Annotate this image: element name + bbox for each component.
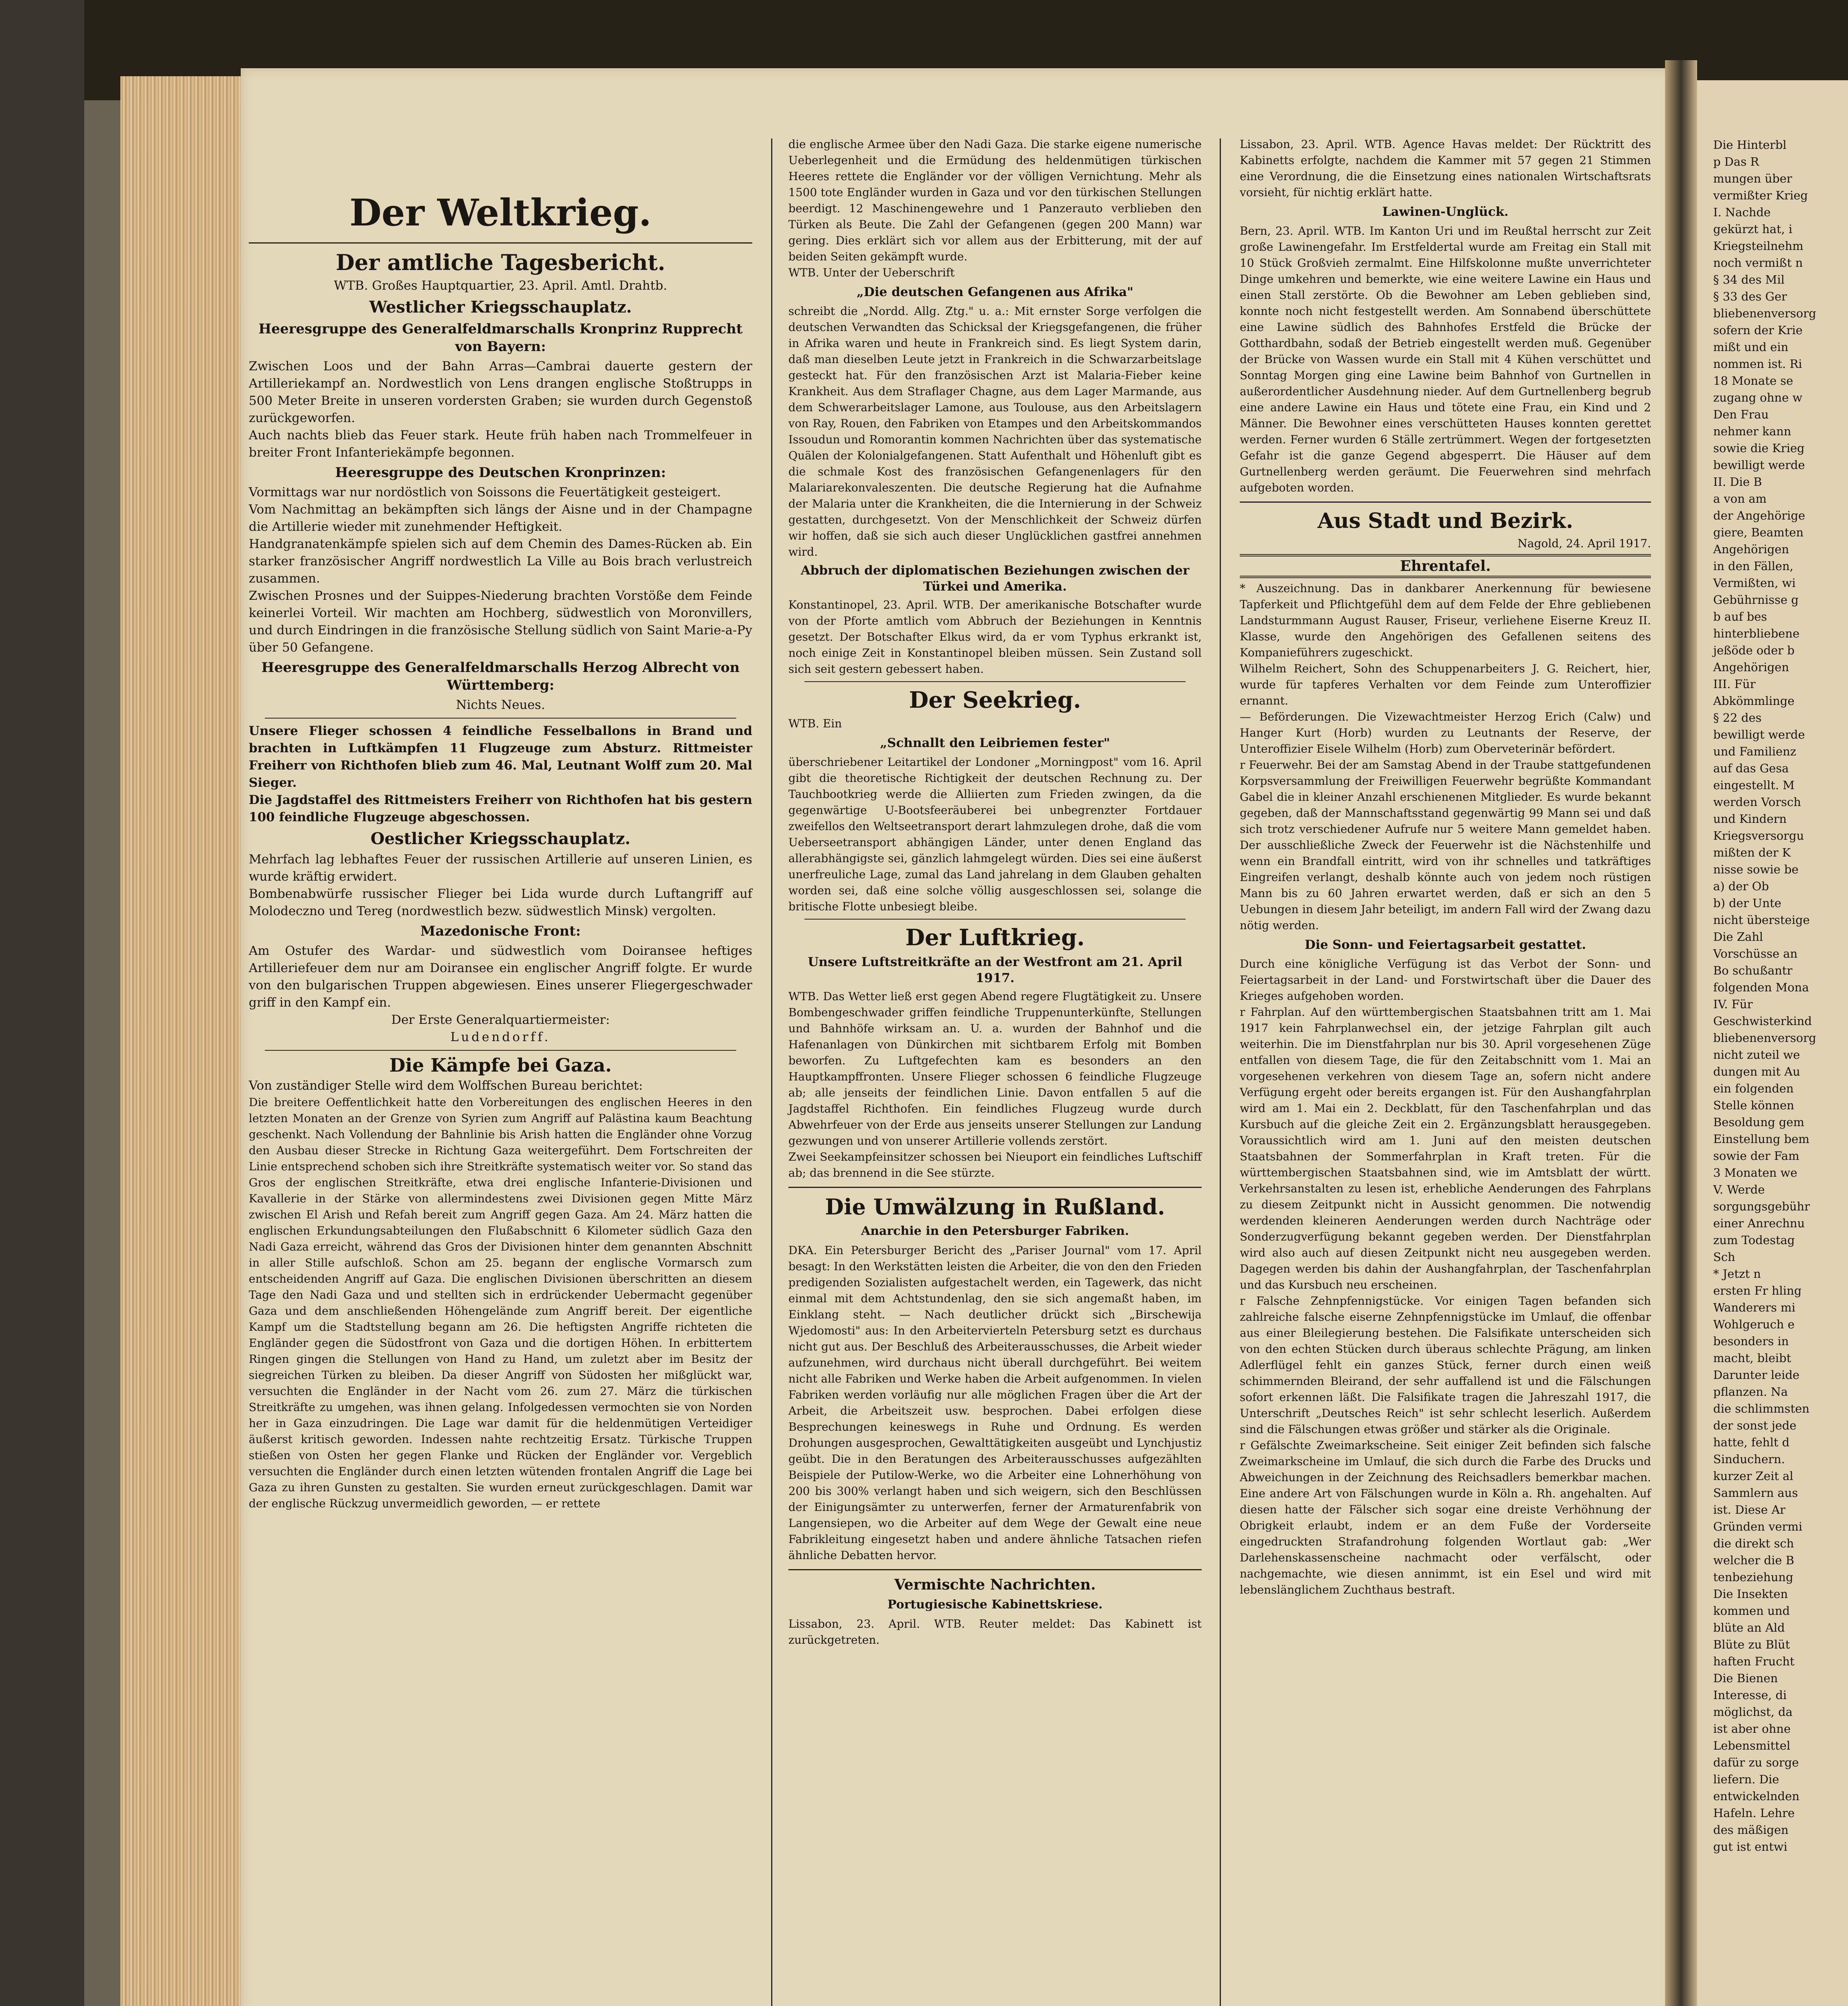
- book-cover-edge: [0, 0, 84, 2006]
- signature-name: Ludendorff.: [450, 1030, 551, 1044]
- adjacent-page-line: mißten der K: [1713, 846, 1791, 859]
- adjacent-page-line: nisse sowie be: [1713, 863, 1799, 876]
- headline-luftkrieg: Der Luftkrieg.: [905, 924, 1085, 951]
- paragraph: die englische Armee über den Nadi Gaza. Die starke eigene numerische Ueberlegenheit und die Ermüdung des heldenmütigen türkischen Heeres rettete die Engländer vor der völligen Vernichtung. Mehr als 1500 tote Engländer wurden in Gaza und vor den türkischen Stellungen beerdigt. 12 Maschinengewehre und 1 Panzerauto verblieben den Türken als Beute. Die Zahl der Gefangenen (gegen 200 Mann) war gering. Dies erklärt sich vor allem aus der Erbitterung, mit der auf beiden Seiten gekämpft wurde.: [788, 138, 1202, 263]
- adjacent-page-line: Interesse, di: [1713, 1688, 1787, 1702]
- adjacent-page-line: die direkt sch: [1713, 1537, 1794, 1550]
- adjacent-page-line: vermißter Krieg: [1713, 189, 1808, 202]
- paragraph: Zwischen Loos und der Bahn Arras—Cambrai dauerte gestern der Artilleriekampf an. Nordwestlich von Lens drangen englische Stoßtrupps in 500 Meter Breite in unseren vordersten Graben; sie wurden durch Gegenstoß zurückgeworfen.: [249, 359, 752, 425]
- paragraph: Durch eine königliche Verfügung ist das Verbot der Sonn- und Feiertagsarbeit in der Land- und Forstwirtschaft über die Dauer des Krieges aufgehoben worden.: [1240, 957, 1651, 1003]
- paragraph: Mehrfach lag lebhaftes Feuer der russischen Artillerie auf unseren Linien, es wurde kräftig erwidert.: [249, 852, 752, 884]
- adjacent-page-line: der Angehörige: [1713, 509, 1805, 522]
- paragraph: Nichts Neues.: [456, 698, 545, 712]
- adjacent-page-line: nehmer kann: [1713, 424, 1791, 438]
- paragraph: * Auszeichnung. Das in dankbarer Anerkennung für bewiesene Tapferkeit und Pflichtgefühl dem auf dem Felde der Ehre gebliebenen Landsturmmann August Rauser, Friseur, verliehene Eiserne Kreuz II. Klasse, wurde den Angehörigen des Gefallenen seitens des Kompanieführers zugeschickt.: [1240, 582, 1651, 659]
- adjacent-page-line: mißt und ein: [1713, 340, 1789, 354]
- section-west: Westlicher Kriegsschauplatz.: [369, 298, 632, 317]
- adjacent-page-line: macht, bleibt: [1713, 1351, 1791, 1365]
- adjacent-page-line: dungen mit Au: [1713, 1065, 1800, 1078]
- headline-sonntagsarbeit: Die Sonn- und Feiertagsarbeit gestattet.: [1304, 938, 1586, 952]
- adjacent-page-line: V. Werde: [1713, 1183, 1765, 1196]
- paragraph: WTB. Das Wetter ließ erst gegen Abend regere Flugtätigkeit zu. Unsere Bombengeschwader griffen feindliche Truppenunterkünfte, Stellungen und Bahnhöfe wirksam an. U. a. wurden der Bahnhof und die Hafenanlagen von Dünkirchen mit sichtbarem Erfolg mit Bomben beworfen. Zu Luftgefechten kam es besonders an den Hauptkampffronten. Unsere Flieger schossen 6 feindliche Flugzeuge ab; alle jenseits der feindlichen Linie. Davon entfallen 5 auf die Jagdstaffel Richthofen. Ein feindliches Flugzeug wurde durch Abwehrfeuer von der Erde aus jenseits unserer Stellungen zur Landung gezwungen und von unserer Artillerie vollends zerstört.: [788, 990, 1202, 1147]
- headline-gefangene-afrika: „Die deutschen Gefangenen aus Afrika": [857, 285, 1133, 299]
- paragraph: Auch nachts blieb das Feuer stark. Heute früh haben nach Trommelfeuer in breiter Front Infanteriekämpfe begonnen.: [249, 428, 752, 460]
- adjacent-page-line: giere, Beamten: [1713, 526, 1804, 539]
- subheadline-luftkrieg: Unsere Luftstreitkräfte an der Westfront am 21. April 1917.: [808, 955, 1182, 985]
- headline-vermischte: Vermischte Nachrichten.: [894, 1576, 1096, 1593]
- paragraph: r Fahrplan. Auf den württembergischen Staatsbahnen tritt am 1. Mai 1917 kein Fahrplanwechsel ein, der jetzige Fahrplan gilt auch weiterhin. Die im Dienstfahrplan nur bis 30. April vorgesehenen Züge entfallen von diesem Tage, die für den Zeitabschnitt vom 1. Mai an vorgesehenen verkehren von diesem Tage an, sofern nicht andere Verfügung ergeht oder bereits ergangen ist. Für den Aushangfahrplan wird am 1. Mai ein 2. Deckblatt, für den Taschenfahrplan und das Kursbuch auf die gleiche Zeit ein 2. Ergänzungsblatt herausgegeben. Voraussichtlich wird am 1. Juni auf den meisten deutschen Staatsbahnen der Sommerfahrplan in Kraft treten. Für die württembergischen Staatsbahnen sind, wie im Amtsblatt der württ. Verkehrsanstalten zu lesen ist, erhebliche Aenderungen des Fahrplans zu diesem Zeitpunkt nicht in Aussicht genommen. Die notwendig werdenden kleineren Aenderungen werden durch Nachträge oder Sonderzugverfügung bekannt gegeben werden. Der Dienstfahrplan wird also auch auf diesen Zeitpunkt nicht neu ausgegeben werden. Dagegen werden bis dahin der Aushangfahrplan, der Taschenfahrplan und das Kursbuch neu erscheinen.: [1240, 1005, 1651, 1291]
- adjacent-page-line: ersten Fr hling: [1713, 1284, 1802, 1297]
- adjacent-page-line: entwickelnden: [1713, 1789, 1799, 1803]
- adjacent-page-line: die schlimmsten: [1713, 1402, 1809, 1415]
- local-dateline: Nagold, 24. April 1917.: [1517, 537, 1651, 550]
- adjacent-page-line: Abkömmlinge: [1713, 694, 1795, 708]
- adjacent-page-line: möglichst, da: [1713, 1705, 1793, 1719]
- adjacent-page-line: des mäßigen: [1713, 1823, 1789, 1837]
- headline-ehrentafel: Ehrentafel.: [1240, 554, 1651, 578]
- headline-portugal: Portugiesische Kabinettskriese.: [887, 1598, 1103, 1612]
- adjacent-page-line: Die Bienen: [1713, 1671, 1778, 1685]
- paragraph: Lissabon, 23. April. WTB. Agence Havas meldet: Der Rücktritt des Kabinetts erfolgte, nachdem die Kammer mit 57 gegen 21 Stimmen eine Verordnung, die die Einsetzung eines nationalen Wirtschaftsrats vorsieht, für nichtig erklärt hatte.: [1240, 138, 1651, 199]
- adjacent-page-line: Bo schußantr: [1713, 964, 1793, 977]
- adjacent-page: [1697, 80, 1848, 2006]
- adjacent-page-line: Blüte zu Blüt: [1713, 1638, 1790, 1651]
- adjacent-page-line: liefern. Die: [1713, 1773, 1779, 1786]
- signature-title: Der Erste Generalquartiermeister:: [391, 1013, 610, 1027]
- adjacent-page-line: a) der Ob: [1713, 879, 1769, 893]
- adjacent-page-line: jeßöde oder b: [1713, 644, 1795, 657]
- adjacent-page-line: noch vermißt n: [1713, 256, 1803, 270]
- adjacent-page-line: hinterbliebene: [1713, 627, 1800, 640]
- adjacent-page-line: nicht zuteil we: [1713, 1048, 1800, 1062]
- book-gutter: [1665, 60, 1697, 2006]
- adjacent-page-line: Einstellung bem: [1713, 1132, 1809, 1146]
- adjacent-page-line: Die Insekten: [1713, 1587, 1788, 1601]
- headline-weltkrieg: Der Weltkrieg.: [349, 191, 652, 234]
- adjacent-page-line: Hafeln. Lehre: [1713, 1806, 1795, 1820]
- section-macedonia: Mazedonische Front:: [420, 923, 581, 939]
- paragraph-fliers: Unsere Flieger schossen 4 feindliche Fesselballons in Brand und brachten in Luftkämpfen 11 Flugzeuge zum Absturz. Rittmeister Freiherr von Richthofen blieb zum 46. Mal, Leutnant Wolff zum 20. Mal Sieger.: [249, 724, 752, 790]
- adjacent-page-text: [1697, 80, 1848, 1855]
- adjacent-page-line: ist. Diese Ar: [1713, 1503, 1786, 1517]
- paragraph: Zwischen Prosnes und der Suippes-Niederung brachten Vorstöße dem Feinde keinerlei Vorteil. Wir machten am Hochberg, südwestlich von Moronvillers, und durch Eindringen in die französische Stellung südlich von Saint Marie-a-Py über 50 Gefangene.: [249, 589, 752, 655]
- adjacent-page-line: gut ist entwi: [1713, 1840, 1787, 1854]
- adjacent-page-line: Kriegsteilnehm: [1713, 239, 1803, 253]
- adjacent-page-line: * Jetzt n: [1713, 1267, 1761, 1281]
- subheadline-tagesbericht: Der amtliche Tagesbericht.: [335, 250, 666, 275]
- divider: [249, 242, 752, 244]
- adjacent-page-line: Sch: [1713, 1250, 1735, 1264]
- headline-abbruch: Abbruch der diplomatischen Beziehungen zwischen der Türkei und Amerika.: [800, 563, 1190, 594]
- army-group-rupprecht: Heeresgruppe des Generalfeldmarschalls Kronprinz Rupprecht von Bayern:: [258, 321, 743, 355]
- column-1: [241, 136, 762, 2006]
- adjacent-page-line: sorgungsgebühr: [1713, 1200, 1810, 1213]
- divider: [1240, 502, 1651, 503]
- adjacent-page-line: einer Anrechnu: [1713, 1216, 1805, 1230]
- adjacent-page-line: § 22 des: [1713, 711, 1762, 725]
- adjacent-page-line: tenbeziehung: [1713, 1570, 1793, 1584]
- adjacent-page-line: IV. Für: [1713, 997, 1753, 1011]
- adjacent-page-line: Gründen vermi: [1713, 1520, 1803, 1533]
- adjacent-page-line: Vermißten, wi: [1713, 576, 1796, 590]
- paragraph: Handgranatenkämpfe spielen sich auf dem Chemin des Dames-Rücken ab. Ein starker französischer Angriff nordwestlich La Ville au Bois brach verlustreich zusammen.: [249, 537, 752, 586]
- paragraph: r Falsche Zehnpfennigstücke. Vor einigen Tagen befanden sich zahlreiche falsche eiserne Zehnpfennigstücke im Umlauf, die offenbar aus einer Bleilegierung bestehen. Die Falsifikate unterscheiden sich von den echten Stücken durch überaus schlechte Prägung, am linken Adlerflügel fehlt ein ganzes Stück, ferner durch einen weiß schimmernden Bleirand, der sehr auffallend ist und die Fälschungen sofort erkennen läßt. Die Falsifikate tragen die Jahreszahl 1917, die Unterschrift „Deutsches Reich" ist sehr schlecht leserlich. Außerdem sind die Fälschungen etwas größer und stärker als die Originale.: [1240, 1294, 1651, 1436]
- adjacent-page-line: Den Frau: [1713, 408, 1769, 421]
- newspaper-page: [241, 68, 1673, 2006]
- adjacent-page-line: ist aber ohne: [1713, 1722, 1791, 1736]
- paragraph: Lissabon, 23. April. WTB. Reuter meldet: Das Kabinett ist zurückgetreten.: [788, 1617, 1202, 1647]
- paragraph: schreibt die „Nordd. Allg. Ztg." u. a.: Mit ernster Sorge verfolgen die deutschen Verwandten das Schicksal der Kriegsgefangenen, die früher in Afrika waren und heute in Frankreich sind. Es liegt System darin, daß man dieselben Leute jetzt in Frankreich in die Schwarzarbeitslage gesteckt hat. Für den französischen Arzt ist Malaria-Fieber keine Krankheit. Aus dem Straflager Chagne, aus dem Lager Marmande, aus dem Schwerarbeitslager Lamone, aus Toulouse, aus den Arbeitslagern von Ray, Rouen, den Fabriken von Etampes und den Arbeitskommandos Issoudun und Romorantin kommen Nachrichten über das systematische Quälen der Kolonialgefangenen. Statt Aufenthalt und Höhenluft gibt es die schmale Kost des französischen Gefangenenlagers für den Malariarekonvaleszenten. Die deutsche Regierung hat die Aufnahme der Malaria unter die Krankheiten, die die Internierung in der Schweiz gestatten, durchgesetzt. Von der Menschlichkeit der Schweiz dürfen wir hoffen, daß sie sich auch dieser Unglücklichen gastfrei annehmen wird.: [788, 305, 1202, 558]
- paragraph-gaza: Die breitere Oeffentlichkeit hatte den Vorbereitungen des englischen Heeres in den letzten Monaten an der Grenze von Syrien zum Angriff auf Palästina kaum Beachtung geschenkt. Nach Vollendung der Bahnlinie bis Arish hatten die Engländer ohne Vorzug den Ausbau dieser Strecke in Richtung Gaza weitergeführt. Dem Fortschreiten der Linie entsprechend schoben sich ihre Streitkräfte systematisch weiter vor. So stand das Gros der englischen Streitkräfte, etwa drei englische Infanterie-Divisionen und Kavallerie in der Stärke von allermindestens zwei Divisionen gegen Mitte März zwischen El Arish und Refah bereit zum Angriff gegen Gaza. Am 24. März hatten die englischen Erkundungsabteilungen den Flußabschnitt 6 Kilometer südlich Gaza den Nadi Gaza erreicht, während das Gros der Divisionen hinter dem genannten Abschnitt in aller Stille aufschloß. Schon am 25. begann der englische Vormarsch zum entscheidenden Angriff auf Gaza. Die englischen Divisionen überschritten an diesem Tage den Nadi Gaza und und stellten sich in erdrückender Uebermacht gegenüber Gaza und dem anschließenden Höhengelände zum Angriff bereit. Der eigentliche Kampf um die Stadtstellung begann am 26. Die heftigsten Angriffe richteten die Engländer gegen die Südostfront von Gaza und die dortigen Höhen. In erbittertem Ringen gingen die Stellungen von Hand zu Hand, um zuletzt aber im Besitz der siegreichen Türken zu bleiben. Da dieser Angriff von Südosten her mißglückt war, versuchten die Engländer in der Nacht vom 26. zum 27. März die türkischen Streitkräfte zu umgehen, was ihnen gelang. Infolgedessen vermochten sie von Norden her in Gaza einzudringen. Die Lage war damit für die heldenmütigen Verteidiger äußerst kritisch geworden. Indessen nahte rechtzeitig Ersatz. Türkische Truppen stießen von Osten her gegen Flanke und Rücken der Engländer vor. Vergeblich versuchten die Engländer durch einen letzten wütenden frontalen Angriff die Lage bei Gaza zu ihren Gunsten zu gestalten. Sie wurden erneut zurückgeschlagen. Damit war der englische Rückzug unvermeidlich geworden, — er rettete: [249, 1096, 752, 1510]
- adjacent-page-line: welcher die B: [1713, 1553, 1794, 1567]
- adjacent-page-line: bewilligt werde: [1713, 458, 1805, 472]
- divider: [788, 1569, 1202, 1570]
- divider: [804, 681, 1186, 682]
- adjacent-page-line: und Kindern: [1713, 812, 1787, 826]
- column-rule: [771, 138, 772, 2006]
- divider: [788, 1187, 1202, 1188]
- adjacent-page-line: ein folgenden: [1713, 1082, 1794, 1095]
- headline-lawinen: Lawinen-Unglück.: [1382, 205, 1509, 219]
- adjacent-page-line: pflanzen. Na: [1713, 1385, 1788, 1399]
- adjacent-page-line: Sinduchern.: [1713, 1452, 1785, 1466]
- adjacent-page-line: mungen über: [1713, 172, 1792, 185]
- adjacent-page-line: sowie die Krieg: [1713, 441, 1805, 455]
- army-group-albrecht: Heeresgruppe des Generalfeldmarschalls Herzog Albrecht von Württemberg:: [261, 660, 740, 693]
- paragraph: Zwei Seekampfeinsitzer schossen bei Nieuport ein feindliches Luftschiff ab; das brennend in die See stürzte.: [788, 1150, 1202, 1180]
- adjacent-page-line: 18 Monate se: [1713, 374, 1793, 388]
- adjacent-page-line: Wohlgeruch e: [1713, 1318, 1795, 1331]
- paragraph: WTB. Ein: [788, 717, 842, 730]
- adjacent-page-line: 3 Monaten we: [1713, 1166, 1797, 1180]
- army-group-kronprinz: Heeresgruppe des Deutschen Kronprinzen:: [335, 465, 666, 481]
- adjacent-page-line: Geschwisterkind: [1713, 1014, 1812, 1028]
- paragraph: r Gefälschte Zweimarkscheine. Seit einiger Zeit befinden sich falsche Zweimarkscheine im Umlauf, die sich durch die Farbe des Drucks und Abweichungen in der Zeichnung des Reichsadlers bemerkbar machen. Eine andere Art von Fälschungen wurde in Köln a. Rh. angehalten. Auf diesen hatte der Fälscher sich sogar eine dreiste Verhöhnung der Obrigkeit erlaubt, indem er an dem Fuße der Vorderseite eingedruckten Strafandrohung folgenden Wortlaut gab: „Wer Darlehenskassenscheine nachmacht oder verfälscht, oder nachgemachte, wie diesen annimmt, ist ein Esel und wird mit lebenslänglichem Zuchthaus bestraft.: [1240, 1439, 1651, 1596]
- adjacent-page-line: auf das Gesa: [1713, 761, 1789, 775]
- paragraph: — Beförderungen. Die Vizewachtmeister Herzog Erich (Calw) und Hanger Kurt (Horb) wurden zu Leutnants der Reserve, der Unteroffizier Eisele Wilhelm (Horb) zum Oberveterinär befördert.: [1240, 710, 1651, 755]
- adjacent-page-line: blüte an Ald: [1713, 1621, 1785, 1634]
- adjacent-page-line: Die Hinterbl: [1713, 138, 1787, 152]
- adjacent-page-line: dafür zu sorge: [1713, 1756, 1799, 1769]
- divider: [265, 718, 736, 719]
- column-3: [1232, 136, 1661, 2006]
- adjacent-page-line: bliebenenversorg: [1713, 307, 1816, 320]
- adjacent-page-line: bliebenenversorg: [1713, 1031, 1816, 1045]
- adjacent-page-line: und Familienz: [1713, 745, 1797, 758]
- column-2: [780, 136, 1212, 2006]
- adjacent-page-line: werden Vorsch: [1713, 795, 1801, 809]
- column-rule: [1220, 138, 1221, 2006]
- page-stack-edges: [120, 76, 253, 2006]
- paragraph: Von zuständiger Stelle wird dem Wolffschen Bureau berichtet:: [249, 1078, 643, 1093]
- paragraph: überschriebener Leitartikel der Londoner „Morningpost" vom 16. April gibt die theoretische Richtigkeit der deutschen Rechnung zu. Der Tauchbootkrieg werde die Alliierten zum Frieden zwingen, da die gegenwärtige U-Bootsfeeräuberei bei unbegrenzter Fortdauer zweifellos den Weltseetransport derart lahmzulegen drohe, daß die vom Ueberseetransport abhängigen Länder, unter denen England das allerabhängigste sei, gänzlich lahmgelegt würden. Dies sei eine äußerst unerfreuliche Lage, zumal das Land jahrelang in dem Glauben gehalten worden sei, daß eine solche völlig ausgeschlossen sei, solange die britische Flotte unbesiegt bleibe.: [788, 755, 1202, 913]
- adjacent-page-line: zugang ohne w: [1713, 391, 1803, 404]
- divider: [804, 919, 1186, 920]
- adjacent-page-line: haften Frucht: [1713, 1655, 1795, 1668]
- paragraph-jagdstaffel: Die Jagdstaffel des Rittmeisters Freiherr von Richthofen hat bis gestern 100 feindliche Flugzeuge abgeschossen.: [249, 793, 752, 824]
- adjacent-page-line: Die Zahl: [1713, 930, 1763, 944]
- adjacent-page-line: § 34 des Mil: [1713, 273, 1785, 286]
- adjacent-page-line: a von am: [1713, 492, 1767, 506]
- adjacent-page-line: Lebensmittel: [1713, 1739, 1791, 1752]
- subheadline-russland: Anarchie in den Petersburger Fabriken.: [861, 1224, 1129, 1238]
- dateline: WTB. Großes Hauptquartier, 23. April. Amtl. Drahtb.: [334, 278, 667, 293]
- adjacent-page-line: in den Fällen,: [1713, 559, 1793, 573]
- paragraph: Vom Nachmittag an bekämpften sich längs der Aisne und in der Champagne die Artillerie wieder mit zunehmender Heftigkeit.: [249, 502, 752, 534]
- adjacent-page-line: I. Nachde: [1713, 205, 1771, 219]
- adjacent-page-line: Wanderers mi: [1713, 1301, 1795, 1314]
- adjacent-page-line: kurzer Zeit al: [1713, 1469, 1793, 1483]
- adjacent-page-line: sowie der Fam: [1713, 1149, 1799, 1163]
- adjacent-page-line: hatte, fehlt d: [1713, 1435, 1790, 1449]
- adjacent-page-line: zum Todestag: [1713, 1233, 1795, 1247]
- adjacent-page-line: besonders in: [1713, 1334, 1789, 1348]
- paragraph: DKA. Ein Petersburger Bericht des „Pariser Journal" vom 17. April besagt: In den Werkstätten leisten die Arbeiter, die von den den Frieden predigenden Sozialisten aufgestachelt werden, ein Tagewerk, das nicht einmal mit dem Achtstundenlag, den sie sich angemaßt haben, im Einklang steht. — Nach deutlicher drückt sich „Birschewija Wjedomosti" aus: In den Arbeitervierteln Petersburg setzt es durchaus nicht gut aus. Der Beschluß des Arbeiterausschusses, die Arbeit wieder aufzunehmen, wird durchaus nicht überall durchgeführt. Bei weitem nicht alle Fabriken und Werke haben die Arbeit aufgenommen. In vielen Fabriken werden vorläufig nur alle möglichen Fragen über die Art der Arbeit, die Arbeitszeit usw. besprochen. Dabei erfolgen diese Besprechungen keineswegs in Ruhe und Ordnung. Es werden Drohungen ausgesprochen, Gewalttätigkeiten ausgeübt und Lynchjustiz geübt. Die in den Beratungen des Arbeiterausschusses aufgezählten Beispiele der Putilow-Werke, wo die Arbeiter eine Lohnerhöhung von 200 bis 300% verlangt haben und sich weigern, sich den Beschlüssen der Einigungsämter zu unterwerfen, ferner der Armaturenfabrik von Langensiepen, wo die Arbeiter auf dem Wege der Gewalt eine neue Fabrikleitung eingesetzt haben und andere ähnliche Tatsachen riefen ähnliche Debatten hervor.: [788, 1244, 1202, 1562]
- adjacent-page-line: § 33 des Ger: [1713, 290, 1787, 303]
- adjacent-page-line: II. Die B: [1713, 475, 1762, 489]
- adjacent-page-line: der sonst jede: [1713, 1419, 1797, 1432]
- paragraph: WTB. Unter der Ueberschrift: [788, 266, 955, 279]
- adjacent-page-line: Darunter leide: [1713, 1368, 1800, 1382]
- adjacent-page-line: Vorschüsse an: [1713, 947, 1798, 960]
- paragraph: Am Ostufer des Wardar- und südwestlich vom Doiransee heftiges Artilleriefeuer dem nur am Doiransee ein englischer Angriff folgte. Er wurde von den bulgarischen Truppen abgewiesen. Eines unserer Fliegergeschwader griff in den Kampf ein.: [249, 944, 752, 1010]
- paragraph: r Feuerwehr. Bei der am Samstag Abend in der Traube stattgefundenen Korpsversammlung der Freiwilligen Feuerwehr begrüßte Kommandant Gabel die in kleiner Anzahl erschienenen Mitglieder. Es wurde bekannt gegeben, daß der Mannschaftsstand gegenwärtig 99 Mann sei und daß sich trotz verschiedener Aufrufe nur 5 weitere Mann gemeldet haben. Der ausschließliche Zweck der Feuerwehr ist die Nächstenhilfe und wenn ein Brandfall eintritt, wird von ihr schnelles und tatkräftiges Eingreifen verlangt, deshalb könnte auch von jedem noch rüstigen Mann bis zu 60 Jahren erwartet werden, daß er sich an den 5 Uebungen in diesem Jahr beteiligt, im andern Fall wird der Zwang dazu nötig werden.: [1240, 758, 1651, 932]
- headline-gaza: Die Kämpfe bei Gaza.: [389, 1054, 612, 1076]
- section-east: Oestlicher Kriegsschauplatz.: [370, 829, 631, 848]
- adjacent-page-line: Angehörigen: [1713, 542, 1789, 556]
- adjacent-page-line: bewilligt werde: [1713, 728, 1805, 741]
- adjacent-page-line: folgenden Mona: [1713, 981, 1809, 994]
- adjacent-page-line: Stelle können: [1713, 1098, 1794, 1112]
- adjacent-page-line: eingestellt. M: [1713, 778, 1795, 792]
- headline-seekrieg: Der Seekrieg.: [909, 687, 1081, 713]
- adjacent-page-line: Kriegsversorgu: [1713, 829, 1804, 843]
- adjacent-page-line: sofern der Krie: [1713, 323, 1803, 337]
- adjacent-page-line: Sammlern aus: [1713, 1486, 1798, 1500]
- headline-stadt-bezirk: Aus Stadt und Bezirk.: [1317, 509, 1574, 533]
- adjacent-page-line: p Das R: [1713, 155, 1759, 169]
- paragraph: Wilhelm Reichert, Sohn des Schuppenarbeiters J. G. Reichert, hier, wurde für tapferes Verhalten vor dem Feinde zum Unteroffizier ernannt.: [1240, 662, 1651, 707]
- headline-russland: Die Umwälzung in Rußland.: [825, 1194, 1165, 1220]
- adjacent-page-line: nicht übersteige: [1713, 913, 1810, 927]
- paragraph: Bern, 23. April. WTB. Im Kanton Uri und im Reußtal herrscht zur Zeit große Lawinengefahr. Im Erstfeldertal wurde am Freitag ein Stall mit 10 Stück Großvieh zermalmt. Eine Hilfskolonne mußte unverrichteter Dinge umkehren und bemerkte, wie eine weitere Lawine ein Haus und einen Stall zerstörte. Ob die Bewohner am Leben geblieben sind, konnte noch nicht festgestellt werden. Am Sonnabend überschüttete eine Lawine südlich des Bahnhofes Erstfeld die Brücke der Gotthardbahn, sodaß der Betrieb eingestellt werden muß. Gegenüber der Brücke von Wassen wurde ein Stall mit 4 Kühen verschüttet und Sonntag Morgen ging eine Lawine beim Bahnhof von Gurtnellen in außerordentlicher Ausdehnung nieder. Auf dem Gurtnellenberg begrub eine andere Lawine ein Haus und tötete eine Frau, ein Kind und 2 Männer. Die Bewohner eines verschütteten Hauses konnten gerettet werden. Ferner wurden 6 Ställe zertrümmert. Wegen der fortgesetzten Gefahr ist die ganze Gegend abgesperrt. Die Häuser auf dem Gurtnellenberg werden geräumt. Die Feuerwehren sind mehrfach aufgeboten worden.: [1240, 224, 1651, 494]
- paragraph: Bombenabwürfe russischer Flieger bei Lida wurde durch Luftangriff auf Molodeczno und Tereg (nordwestlich bezw. südwestlich Minsk) vergolten.: [249, 887, 752, 918]
- adjacent-page-line: gekürzt hat, i: [1713, 222, 1793, 236]
- headline-leibriemen: „Schnallt den Leibriemen fester": [880, 736, 1110, 750]
- paragraph: Vormittags war nur nordöstlich von Soissons die Feuertätigkeit gesteigert.: [249, 485, 721, 499]
- adjacent-page-line: III. Für: [1713, 677, 1756, 691]
- divider: [265, 1050, 736, 1051]
- adjacent-page-line: Besoldung gem: [1713, 1115, 1805, 1129]
- adjacent-page-line: b) der Unte: [1713, 896, 1781, 910]
- adjacent-page-line: Gebührnisse g: [1713, 593, 1799, 607]
- adjacent-page-line: kommen und: [1713, 1604, 1790, 1618]
- adjacent-page-line: Angehörigen: [1713, 660, 1789, 674]
- adjacent-page-line: b auf bes: [1713, 610, 1767, 623]
- adjacent-page-line: nommen ist. Ri: [1713, 357, 1802, 371]
- paragraph: Konstantinopel, 23. April. WTB. Der amerikanische Botschafter wurde von der Pforte amtlich vom Abbruch der Beziehungen in Kenntnis gesetzt. Der Botschafter Elkus wird, da er vom Typhus erkrankt ist, noch einige Zeit in Konstantinopel bleiben müssen. Sein Zustand soll sich seit gestern gebessert haben.: [788, 598, 1202, 676]
